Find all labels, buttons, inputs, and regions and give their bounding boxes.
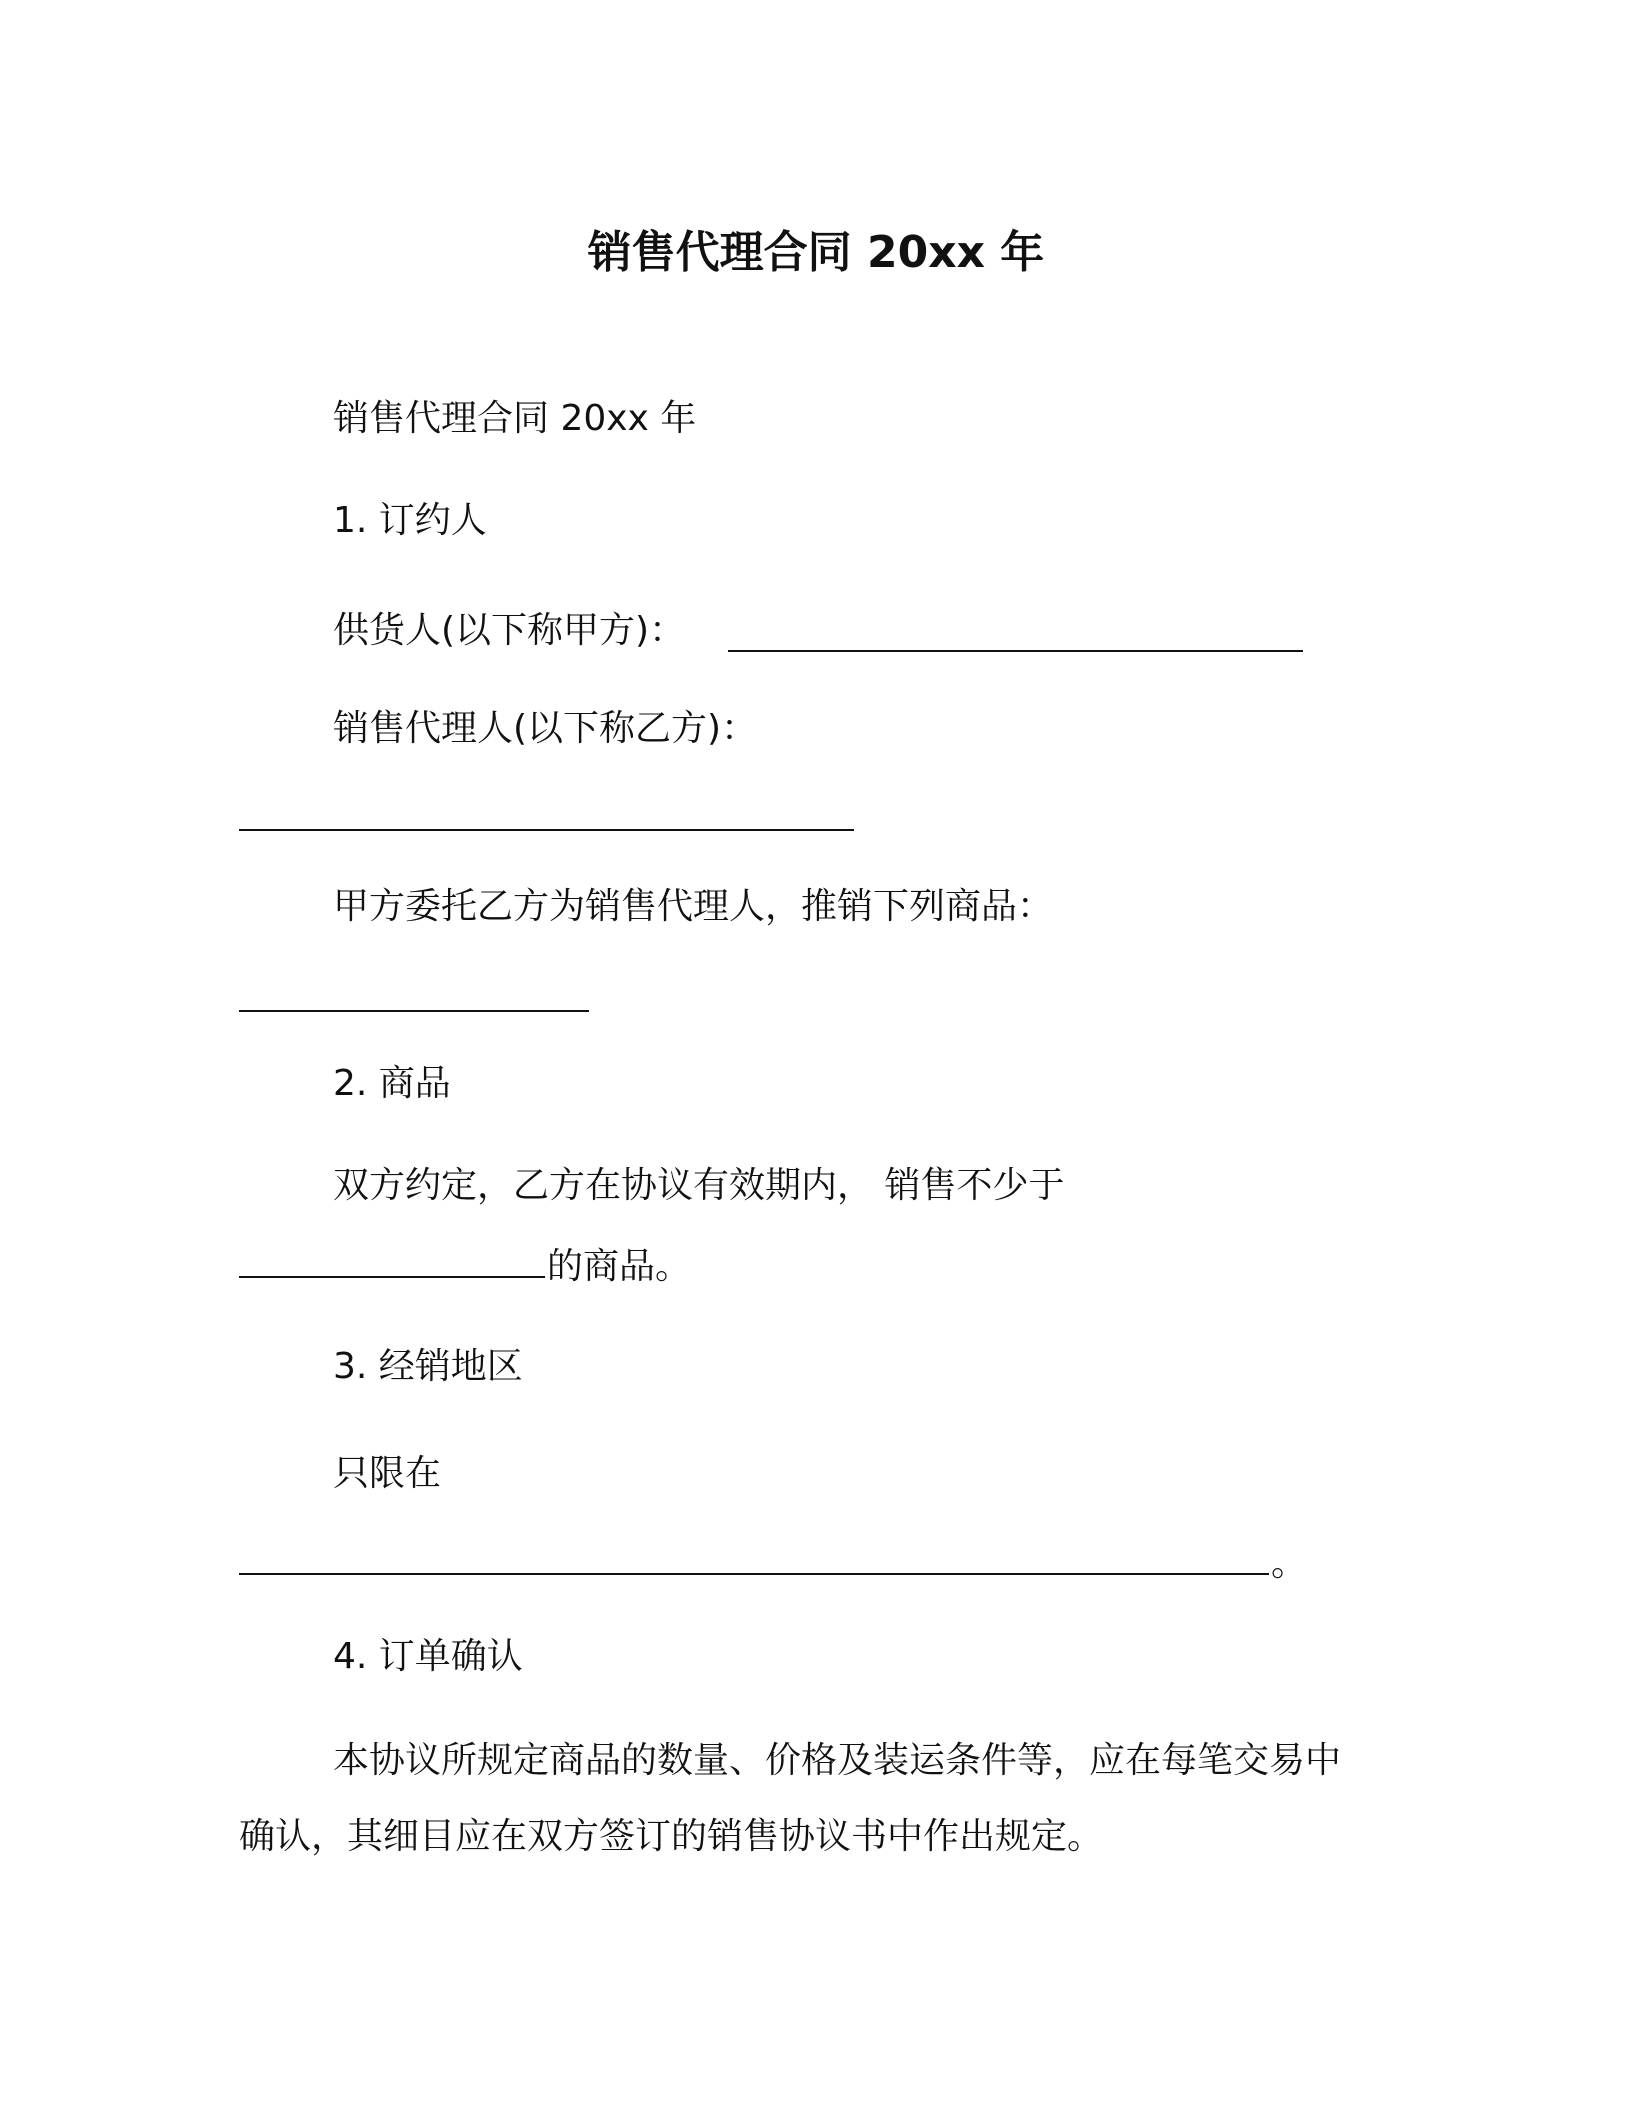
entrust-text: 甲方委托乙方为销售代理人，推销下列商品： (333, 886, 1054, 927)
section-heading-parties: 1. 订约人 (333, 500, 487, 541)
goods-list-blank (239, 974, 589, 1012)
goods-quantity-line (239, 1240, 691, 1291)
order-text-line-1: 本协议所规定商品的数量、价格及装运条件等，应在每笔交易中 (333, 1740, 1342, 1781)
goods-quantity-blank (239, 1240, 545, 1278)
region-suffix: 。 (1271, 1543, 1308, 1584)
supplier-blank (728, 612, 1303, 652)
order-text-line-2: 确认，其细目应在双方签订的销售协议书中作出规定。 (239, 1816, 1104, 1857)
region-blank (239, 1537, 1269, 1575)
agent-blank (239, 793, 854, 831)
document-title: 销售代理合同 20xx 年 (587, 227, 1045, 278)
contract-subtitle: 销售代理合同 20xx 年 (333, 398, 697, 439)
section-heading-region: 3. 经销地区 (333, 1346, 523, 1387)
section-heading-order: 4. 订单确认 (333, 1636, 523, 1677)
region-text: 只限在 (333, 1453, 442, 1494)
region-line (239, 1537, 1307, 1588)
goods-suffix: 的商品。 (547, 1246, 692, 1287)
supplier-label: 供货人(以下称甲方)： (333, 610, 686, 651)
agreement-text: 双方约定，乙方在协议有效期内， 销售不少于 (333, 1165, 1065, 1206)
section-heading-goods: 2. 商品 (333, 1063, 451, 1104)
agent-label: 销售代理人(以下称乙方)： (333, 708, 758, 749)
